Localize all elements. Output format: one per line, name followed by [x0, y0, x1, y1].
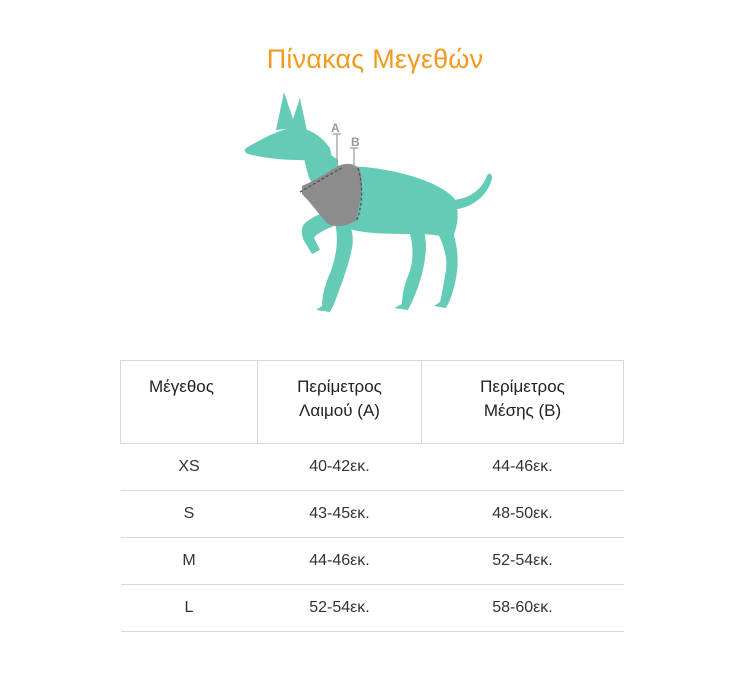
measurement-label-b: B	[351, 135, 360, 149]
cell-size: L	[121, 585, 258, 632]
size-chart-table	[120, 360, 624, 632]
cell-size: S	[121, 491, 258, 538]
measurement-label-a: A	[331, 121, 340, 135]
header-neck-line1: Περίμετρος	[297, 377, 382, 396]
header-neck	[258, 361, 422, 444]
cell-waist: 44-46εκ.	[422, 444, 624, 491]
header-waist	[422, 361, 624, 444]
header-waist-line1: Περίμετρος	[480, 377, 565, 396]
table-row	[121, 491, 624, 538]
dog-silhouette	[245, 92, 492, 312]
cell-size: M	[121, 538, 258, 585]
cell-neck: 44-46εκ.	[258, 538, 422, 585]
cell-neck: 40-42εκ.	[258, 444, 422, 491]
header-size	[121, 361, 258, 444]
cell-waist: 58-60εκ.	[422, 585, 624, 632]
table-row	[121, 585, 624, 632]
header-waist-line2: Μέσης (B)	[483, 401, 562, 420]
cell-waist: 48-50εκ.	[422, 491, 624, 538]
cell-size: XS	[121, 444, 258, 491]
table-row	[121, 444, 624, 491]
dog-harness-illustration	[230, 88, 510, 328]
table-header-row	[121, 361, 624, 444]
cell-neck: 43-45εκ.	[258, 491, 422, 538]
page-title: Πίνακας Μεγεθών	[266, 44, 484, 74]
table-row	[121, 538, 624, 585]
header-size-label: Μέγεθος	[149, 377, 214, 396]
header-neck-line2: Λαιμού (A)	[299, 401, 380, 420]
cell-neck: 52-54εκ.	[258, 585, 422, 632]
cell-waist: 52-54εκ.	[422, 538, 624, 585]
